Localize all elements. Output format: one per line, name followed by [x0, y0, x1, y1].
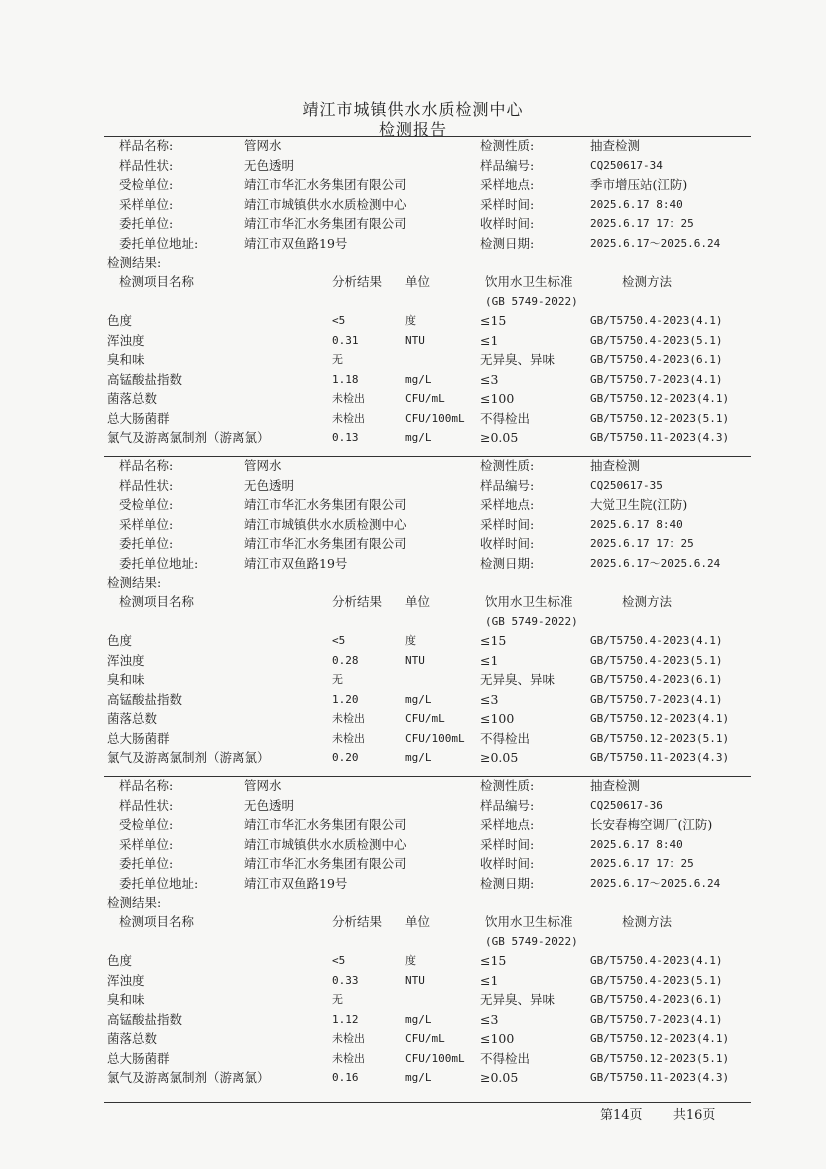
result-item: 氯气及游离氯制剂（游离氯）	[107, 430, 270, 445]
result-item: 臭和味	[107, 672, 145, 687]
column-header-standard: 饮用水卫生标准	[485, 274, 573, 289]
result-value: 未检出	[332, 731, 365, 745]
report-title: 检测报告	[378, 120, 447, 139]
result-unit: mg/L	[405, 692, 432, 706]
result-standard: ≤100	[480, 1031, 515, 1046]
info-label: 检测日期:	[480, 235, 535, 251]
result-standard: ≤1	[480, 652, 499, 668]
block-top-rule	[104, 776, 751, 777]
result-value: 0.28	[332, 653, 359, 667]
result-value: 未检出	[332, 1051, 365, 1065]
result-method: GB/T5750.4-2023(5.1)	[590, 653, 723, 667]
result-method: GB/T5750.12-2023(4.1)	[590, 392, 730, 405]
info-value: 2025.6.17～2025.6.24	[590, 236, 721, 250]
result-value: 无	[332, 353, 343, 366]
info-value: 长安春梅空调厂(江防)	[590, 817, 713, 832]
result-unit: NTU	[405, 333, 425, 347]
result-standard: 无异臭、异味	[480, 352, 556, 367]
info-value: 管网水	[244, 778, 282, 793]
column-header-item: 检测项目名称	[119, 594, 195, 609]
info-label: 收样时间:	[480, 216, 535, 231]
info-label: 采样时间:	[480, 196, 535, 212]
result-unit: mg/L	[405, 751, 432, 764]
bottom-rule	[104, 1102, 751, 1103]
column-header-standard: 饮用水卫生标准	[485, 914, 573, 929]
info-value: 2025.6.17～2025.6.24	[590, 556, 721, 570]
info-value: 2025.6.17～2025.6.24	[590, 876, 721, 890]
result-standard: ≥0.05	[480, 430, 519, 445]
info-label: 检测性质:	[480, 778, 535, 793]
result-method: GB/T5750.4-2023(6.1)	[590, 353, 723, 366]
result-value: 0.13	[332, 431, 359, 444]
result-standard: ≤3	[480, 1011, 499, 1027]
column-header-item: 检测项目名称	[119, 914, 195, 929]
result-unit: 度	[405, 954, 416, 967]
result-item: 总大肠菌群	[107, 410, 170, 426]
result-standard: ≤3	[480, 691, 499, 707]
info-value: 大觉卫生院(江防)	[590, 497, 688, 512]
info-value: 无色透明	[244, 157, 295, 173]
result-method: GB/T5750.4-2023(5.1)	[590, 973, 723, 987]
info-value: CQ250617-35	[590, 478, 663, 492]
info-value: 靖江市双鱼路19号	[244, 555, 348, 571]
result-method: GB/T5750.4-2023(4.1)	[590, 314, 723, 327]
result-method: GB/T5750.12-2023(5.1)	[590, 731, 730, 745]
info-label: 样品编号:	[480, 157, 535, 173]
result-method: GB/T5750.7-2023(4.1)	[590, 1012, 723, 1026]
info-label: 样品编号:	[480, 477, 535, 493]
column-header-standard: 饮用水卫生标准	[485, 594, 573, 609]
info-value: 管网水	[244, 458, 282, 473]
results-label: 检测结果:	[107, 255, 162, 270]
result-method: GB/T5750.7-2023(4.1)	[590, 692, 723, 706]
result-value: 1.18	[332, 372, 359, 386]
result-unit: 度	[405, 634, 416, 647]
result-value: 0.20	[332, 751, 359, 764]
results-label: 检测结果:	[107, 895, 162, 910]
org-title: 靖江市城镇供水水质检测中心	[302, 100, 524, 119]
result-value: 0.31	[332, 333, 359, 347]
result-item: 臭和味	[107, 352, 145, 367]
info-label: 受检单位:	[119, 817, 174, 832]
result-method: GB/T5750.4-2023(4.1)	[590, 954, 723, 967]
info-value: 靖江市华汇水务集团有限公司	[244, 817, 407, 832]
result-standard: ≥0.05	[480, 750, 519, 765]
info-value: 2025.6.17 8:40	[590, 517, 683, 531]
result-item: 高锰酸盐指数	[107, 1011, 183, 1027]
result-unit: CFU/100mL	[405, 1051, 465, 1065]
result-standard: 不得检出	[480, 730, 531, 746]
result-value: <5	[332, 314, 346, 327]
info-value: 靖江市双鱼路19号	[244, 235, 348, 251]
info-label: 样品性状:	[119, 157, 174, 173]
result-item: 浑浊度	[107, 652, 145, 668]
result-value: 未检出	[332, 1032, 365, 1045]
result-method: GB/T5750.12-2023(4.1)	[590, 1032, 730, 1045]
info-label: 样品性状:	[119, 477, 174, 493]
result-method: GB/T5750.11-2023(4.3)	[590, 431, 730, 444]
result-unit: 度	[405, 314, 416, 327]
column-header-standard-code: (GB 5749-2022)	[485, 615, 578, 628]
info-value: 2025.6.17 8:40	[590, 837, 683, 851]
column-header-method: 检测方法	[622, 274, 673, 289]
result-value: 无	[332, 673, 343, 686]
info-value: 靖江市华汇水务集团有限公司	[244, 497, 407, 512]
info-label: 委托单位地址:	[119, 875, 199, 891]
page-number: 第14页	[600, 1108, 643, 1123]
result-standard: 不得检出	[480, 1050, 531, 1066]
result-standard: ≤100	[480, 391, 515, 406]
result-item: 色度	[107, 313, 133, 328]
column-header-result: 分析结果	[332, 594, 383, 609]
result-method: GB/T5750.7-2023(4.1)	[590, 372, 723, 386]
result-standard: ≤100	[480, 711, 515, 726]
info-label: 受检单位:	[119, 177, 174, 192]
column-header-unit: 单位	[405, 594, 431, 609]
result-method: GB/T5750.12-2023(5.1)	[590, 411, 730, 425]
info-label: 委托单位:	[119, 856, 174, 871]
info-value: 管网水	[244, 138, 282, 153]
result-item: 色度	[107, 953, 133, 968]
info-value: 靖江市华汇水务集团有限公司	[244, 536, 407, 551]
info-label: 检测性质:	[480, 458, 535, 473]
info-value: 靖江市双鱼路19号	[244, 875, 348, 891]
result-method: GB/T5750.11-2023(4.3)	[590, 1071, 730, 1084]
result-standard: ≤15	[480, 313, 507, 328]
info-label: 样品名称:	[119, 138, 174, 153]
result-unit: mg/L	[405, 372, 432, 386]
result-value: 未检出	[332, 712, 365, 725]
info-value: 2025.6.17 8:40	[590, 197, 683, 211]
info-value: 靖江市华汇水务集团有限公司	[244, 177, 407, 192]
info-value: 抽查检测	[590, 458, 641, 473]
info-value: 2025.6.17 17：25	[590, 537, 694, 550]
info-value: CQ250617-36	[590, 798, 663, 812]
info-value: CQ250617-34	[590, 158, 663, 172]
result-standard: ≤3	[480, 371, 499, 387]
result-item: 菌落总数	[107, 711, 158, 726]
result-item: 高锰酸盐指数	[107, 371, 183, 387]
result-value: 0.33	[332, 973, 359, 987]
result-standard: ≤1	[480, 972, 499, 988]
result-method: GB/T5750.4-2023(5.1)	[590, 333, 723, 347]
column-header-method: 检测方法	[622, 594, 673, 609]
info-label: 委托单位地址:	[119, 555, 199, 571]
result-value: 1.20	[332, 692, 359, 706]
info-value: 抽查检测	[590, 778, 641, 793]
result-item: 菌落总数	[107, 391, 158, 406]
info-value: 靖江市华汇水务集团有限公司	[244, 856, 407, 871]
result-unit: mg/L	[405, 1071, 432, 1084]
result-unit: CFU/100mL	[405, 731, 465, 745]
column-header-unit: 单位	[405, 914, 431, 929]
result-item: 浑浊度	[107, 972, 145, 988]
info-label: 检测日期:	[480, 875, 535, 891]
result-method: GB/T5750.12-2023(5.1)	[590, 1051, 730, 1065]
block-top-rule	[104, 456, 751, 457]
info-value: 抽查检测	[590, 138, 641, 153]
result-method: GB/T5750.11-2023(4.3)	[590, 751, 730, 764]
info-label: 收样时间:	[480, 856, 535, 871]
result-method: GB/T5750.4-2023(6.1)	[590, 673, 723, 686]
info-label: 委托单位:	[119, 216, 174, 231]
result-item: 臭和味	[107, 992, 145, 1007]
result-standard: ≤15	[480, 953, 507, 968]
result-method: GB/T5750.4-2023(4.1)	[590, 634, 723, 647]
result-value: 未检出	[332, 392, 365, 405]
info-value: 靖江市华汇水务集团有限公司	[244, 216, 407, 231]
result-value: <5	[332, 954, 346, 967]
result-value: 无	[332, 993, 343, 1006]
result-item: 高锰酸盐指数	[107, 691, 183, 707]
result-value: <5	[332, 634, 346, 647]
info-label: 采样单位:	[119, 516, 174, 532]
result-unit: NTU	[405, 973, 425, 987]
info-value: 无色透明	[244, 477, 295, 493]
result-method: GB/T5750.4-2023(6.1)	[590, 993, 723, 1006]
result-method: GB/T5750.12-2023(4.1)	[590, 712, 730, 725]
info-value: 2025.6.17 17：25	[590, 857, 694, 870]
result-item: 氯气及游离氯制剂（游离氯）	[107, 1070, 270, 1085]
result-item: 总大肠菌群	[107, 1050, 170, 1066]
result-item: 色度	[107, 633, 133, 648]
info-label: 委托单位:	[119, 536, 174, 551]
result-standard: ≤1	[480, 332, 499, 348]
result-unit: mg/L	[405, 1012, 432, 1026]
result-standard: ≤15	[480, 633, 507, 648]
result-item: 氯气及游离氯制剂（游离氯）	[107, 750, 270, 765]
info-label: 样品名称:	[119, 778, 174, 793]
result-item: 菌落总数	[107, 1031, 158, 1046]
info-value: 季市增压站(江防)	[590, 177, 688, 192]
result-value: 1.12	[332, 1012, 359, 1026]
result-standard: 不得检出	[480, 410, 531, 426]
info-label: 检测性质:	[480, 138, 535, 153]
info-value: 靖江市城镇供水水质检测中心	[244, 196, 407, 212]
block-top-rule	[104, 136, 751, 137]
info-value: 无色透明	[244, 797, 295, 813]
info-label: 采样时间:	[480, 516, 535, 532]
info-value: 靖江市城镇供水水质检测中心	[244, 516, 407, 532]
result-value: 未检出	[332, 411, 365, 425]
column-header-standard-code: (GB 5749-2022)	[485, 935, 578, 948]
column-header-method: 检测方法	[622, 914, 673, 929]
result-standard: 无异臭、异味	[480, 992, 556, 1007]
info-label: 采样单位:	[119, 836, 174, 852]
info-label: 样品性状:	[119, 797, 174, 813]
info-label: 样品编号:	[480, 797, 535, 813]
result-item: 总大肠菌群	[107, 730, 170, 746]
result-standard: ≥0.05	[480, 1070, 519, 1085]
result-unit: NTU	[405, 653, 425, 667]
info-label: 样品名称:	[119, 458, 174, 473]
column-header-standard-code: (GB 5749-2022)	[485, 295, 578, 308]
result-unit: mg/L	[405, 431, 432, 444]
info-value: 靖江市城镇供水水质检测中心	[244, 836, 407, 852]
page-footer	[600, 1104, 715, 1123]
column-header-result: 分析结果	[332, 274, 383, 289]
column-header-item: 检测项目名称	[119, 274, 195, 289]
result-value: 0.16	[332, 1071, 359, 1084]
info-label: 采样时间:	[480, 836, 535, 852]
page-total: 共16页	[672, 1108, 716, 1123]
result-unit: CFU/mL	[405, 392, 445, 405]
info-label: 采样单位:	[119, 196, 174, 212]
column-header-result: 分析结果	[332, 914, 383, 929]
result-unit: CFU/100mL	[405, 411, 465, 425]
column-header-unit: 单位	[405, 274, 431, 289]
info-label: 采样地点:	[480, 177, 535, 192]
info-label: 收样时间:	[480, 536, 535, 551]
info-label: 检测日期:	[480, 555, 535, 571]
info-label: 采样地点:	[480, 817, 535, 832]
result-unit: CFU/mL	[405, 1032, 445, 1045]
result-item: 浑浊度	[107, 332, 145, 348]
result-standard: 无异臭、异味	[480, 672, 556, 687]
info-label: 采样地点:	[480, 497, 535, 512]
results-label: 检测结果:	[107, 575, 162, 590]
result-unit: CFU/mL	[405, 712, 445, 725]
info-label: 委托单位地址:	[119, 235, 199, 251]
info-value: 2025.6.17 17：25	[590, 217, 694, 230]
info-label: 受检单位:	[119, 497, 174, 512]
